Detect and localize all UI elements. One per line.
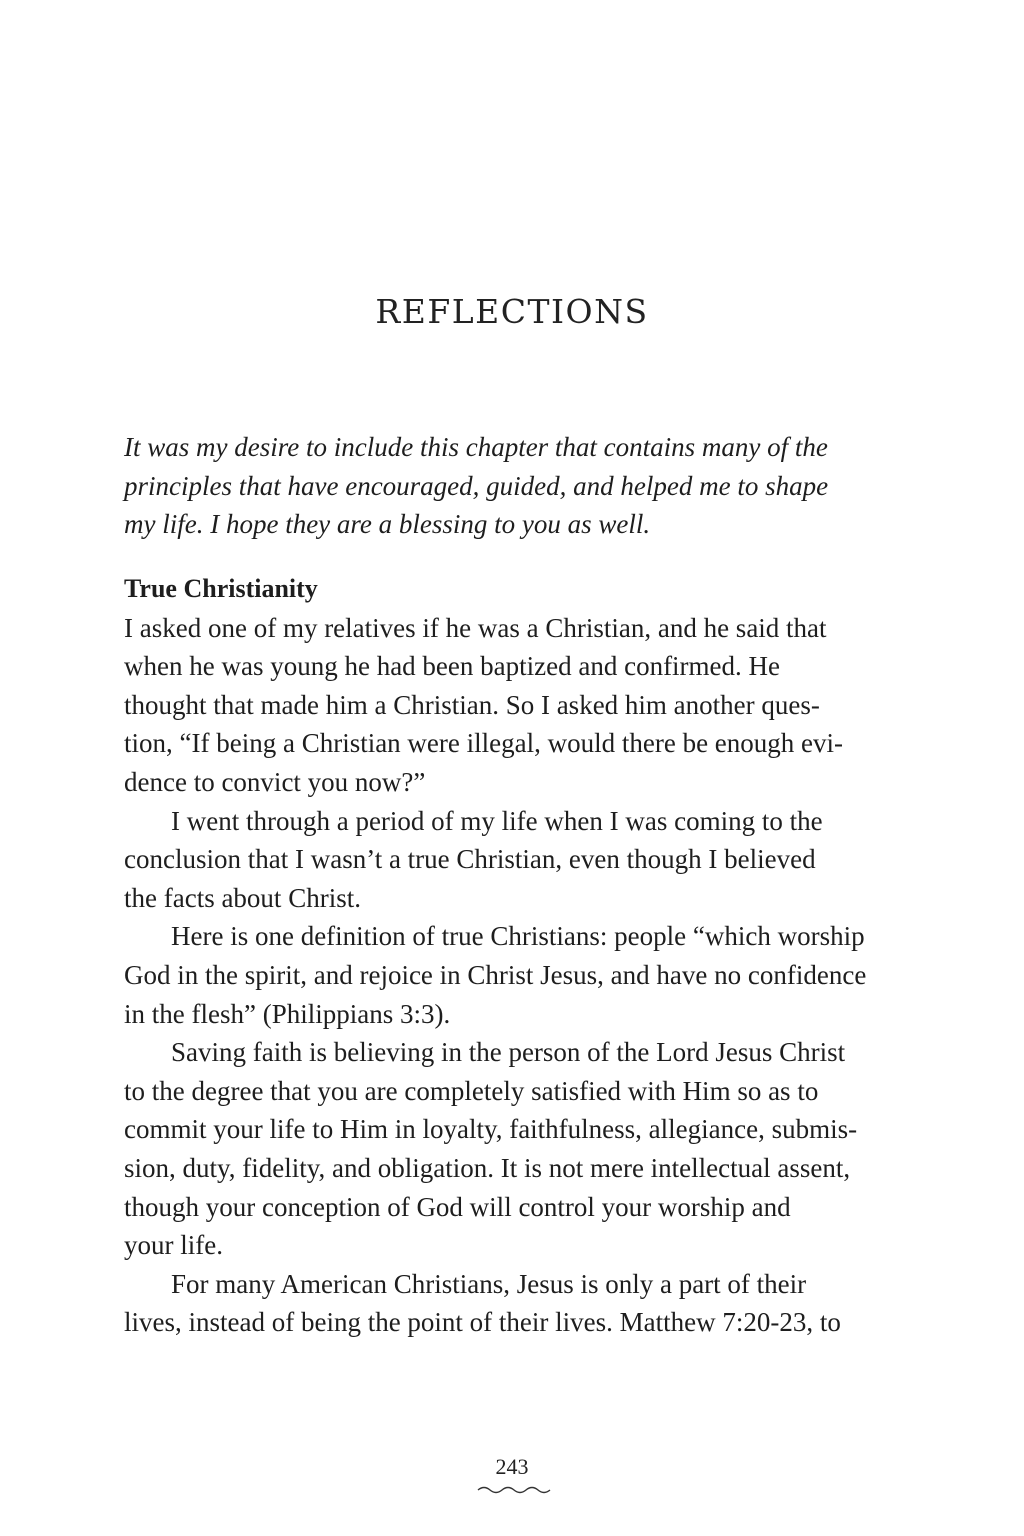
text-line: sion, duty, fidelity, and obligation. It is not mere intellectual assent, <box>124 1152 851 1183</box>
text-line: in the flesh” (Philippians 3:3). <box>124 998 451 1029</box>
text-line: your life. <box>124 1230 223 1261</box>
text-line: the facts about Christ. <box>124 882 361 913</box>
paragraph <box>124 802 914 918</box>
chapter-intro <box>124 428 914 544</box>
paragraph <box>124 1033 914 1265</box>
section-heading: True Christianity <box>124 574 318 603</box>
text-line: Here is one definition of true Christians: people “which worship <box>171 921 865 952</box>
text-line: though your conception of God will control your worship and <box>124 1191 791 1222</box>
paragraph <box>124 1265 914 1342</box>
wave-ornament-icon <box>476 1484 552 1496</box>
intro-line: my life. I hope they are a blessing to you as well. <box>124 509 651 540</box>
chapter-title: REFLECTIONS <box>375 292 649 331</box>
text-line: I went through a period of my life when I was coming to the <box>171 805 823 836</box>
text-line: Saving faith is believing in the person of the Lord Jesus Christ <box>171 1037 846 1068</box>
text-line: lives, instead of being the point of their lives. Matthew 7:20-23, to <box>124 1307 841 1338</box>
intro-line: principles that have encouraged, guided, and helped me to shape <box>124 470 829 501</box>
text-line: thought that made him a Christian. So I asked him another ques- <box>124 689 820 720</box>
text-line: to the degree that you are completely satisfied with Him so as to <box>124 1075 819 1106</box>
text-line: dence to convict you now?” <box>124 766 426 797</box>
text-line: tion, “If being a Christian were illegal, would there be enough evi- <box>124 728 844 759</box>
text-line: I asked one of my relatives if he was a Christian, and he said that <box>124 612 827 643</box>
text-line: commit your life to Him in loyalty, faithfulness, allegiance, submis- <box>124 1114 858 1145</box>
paragraph <box>124 609 914 802</box>
page-number: 243 <box>495 1454 529 1479</box>
paragraph <box>124 917 914 1033</box>
text-line: For many American Christians, Jesus is only a part of their <box>171 1268 807 1299</box>
section-true-christianity <box>124 570 914 1342</box>
text-line: when he was young he had been baptized and confirmed. He <box>124 651 781 682</box>
text-line: conclusion that I wasn’t a true Christian, even though I believed <box>124 844 816 875</box>
text-line: God in the spirit, and rejoice in Christ Jesus, and have no confidence <box>124 959 867 990</box>
intro-line: It was my desire to include this chapter that contains many of the <box>124 432 828 462</box>
